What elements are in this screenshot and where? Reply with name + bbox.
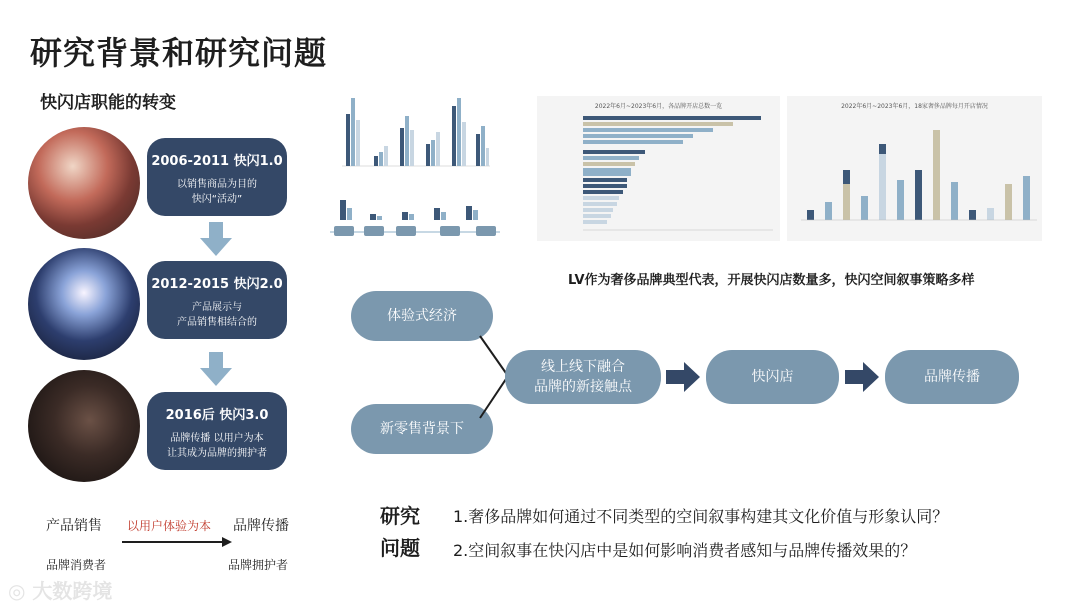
research-question-1: 1.奢侈品牌如何通过不同类型的空间叙事构建其文化价值与形象认同？ (453, 507, 949, 526)
stage-1-heading: 2006-2011 快闪1.0 (151, 154, 283, 169)
flow-label-product-sales: 产品销售 (46, 518, 102, 534)
stage-1-description: 以销售商品为目的 快闪“活动” (177, 179, 257, 205)
logo-icon: ◎ (8, 579, 26, 603)
bar-chart-thumbnail-1 (330, 86, 494, 178)
flow-arrow-line (122, 541, 226, 543)
stage-card-2 (147, 261, 287, 339)
flow-label-brand-communication: 品牌传播 (233, 518, 289, 534)
stage-card-1 (147, 138, 287, 216)
flow-label-brand-consumer: 品牌消费者 (46, 558, 107, 572)
flow-label-brand-advocate: 品牌拥护者 (228, 558, 289, 572)
down-arrow-icon (200, 222, 232, 256)
arrow-right-icon (666, 362, 700, 392)
stage-2-description: 产品展示与 产品销售相结合的 (177, 302, 257, 328)
stage-3-heading: 2016后 快闪3.0 (165, 408, 269, 423)
monthly-openings-chart (787, 96, 1042, 241)
node-new-retail: 新零售背景下 (351, 404, 493, 454)
store-photo-2 (28, 248, 140, 360)
flow-label-user-experience: 以用户体验为本 (127, 519, 212, 533)
node-popup-store: 快闪店 (706, 350, 839, 404)
research-questions-label: 研究 问题 (380, 504, 420, 560)
stage-card-3 (147, 392, 287, 470)
stage-3-description: 品牌传播 以用户为本 让其成为品牌的拥护者 (167, 433, 267, 459)
arrow-right-icon (222, 537, 232, 547)
down-arrow-icon (200, 352, 232, 386)
store-photo-1 (28, 127, 140, 239)
monthly-chart-title: 2022年6月~2023年6月，18家奢侈品牌每月开店情况 (841, 103, 988, 110)
section-subtitle: 快闪店职能的转变 (40, 93, 176, 113)
watermark-logo (8, 575, 112, 604)
node-online-offline-fusion: 线上线下融合 品牌的新接触点 (505, 350, 661, 404)
logo-text: 大数跨境 (32, 579, 113, 603)
chart-caption: LV作为奢侈品牌典型代表，开展快闪店数量多，快闪空间叙事策略多样 (568, 273, 975, 288)
page-title: 研究背景和研究问题 (30, 34, 328, 72)
research-question-2: 2.空间叙事在快闪店中是如何影响消费者感知与品牌传播效果的？ (453, 541, 917, 560)
arrow-right-icon (845, 362, 879, 392)
store-count-ranking-chart (537, 96, 780, 241)
ranking-chart-title: 2022年6月~2023年6月，各品牌开店总数一览 (594, 103, 723, 110)
store-photo-3 (28, 370, 140, 482)
node-experience-economy: 体验式经济 (351, 291, 493, 341)
stage-2-heading: 2012-2015 快闪2.0 (151, 277, 283, 292)
bar-chart-thumbnail-2 (330, 192, 500, 248)
node-brand-communication: 品牌传播 (885, 350, 1019, 404)
